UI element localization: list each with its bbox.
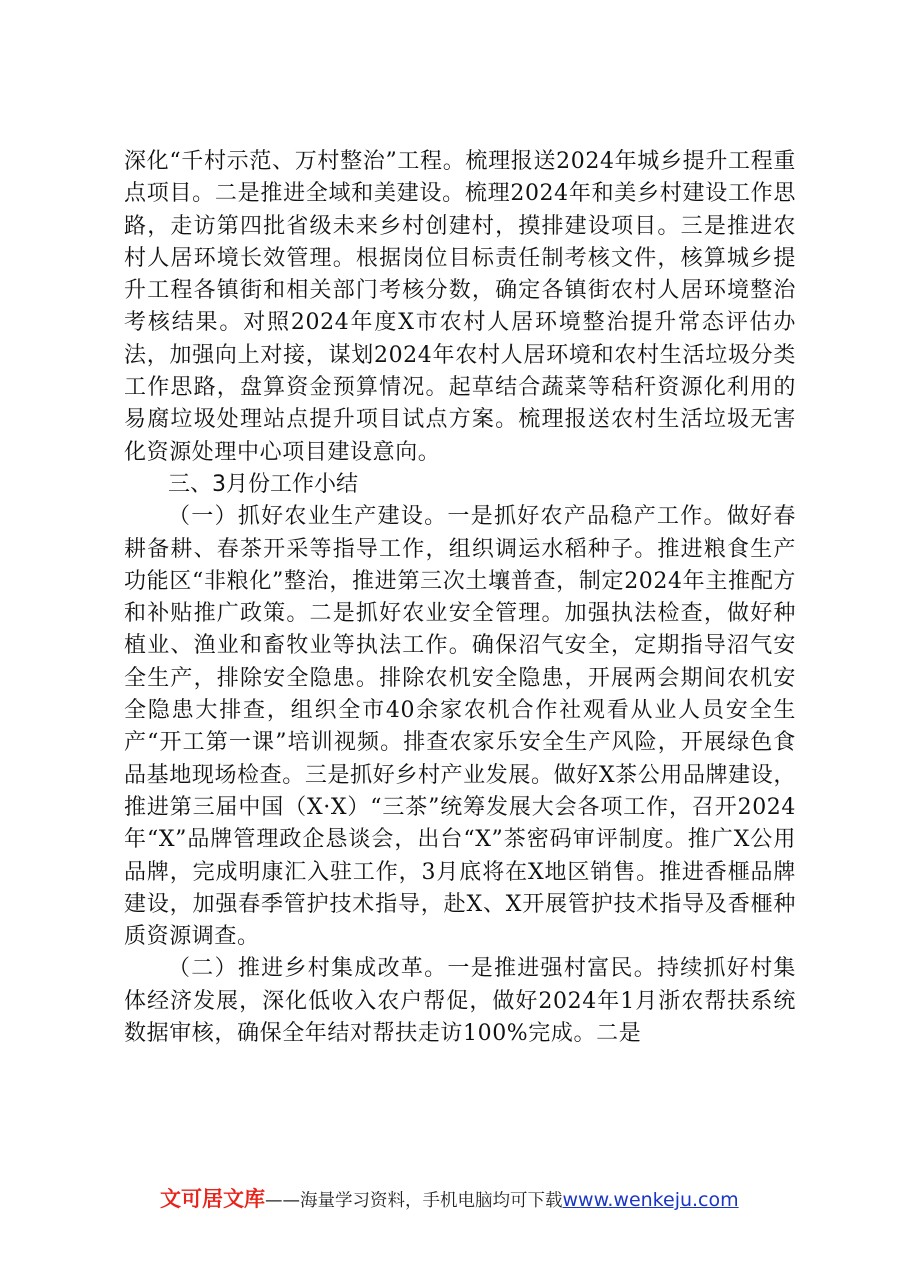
footer-link[interactable]: www.wenkeju.com [562, 1189, 739, 1211]
section-heading: 三、3月份工作小结 [168, 471, 358, 497]
footer-banner [160, 1183, 780, 1213]
paragraph-agriculture: （一）抓好农业生产建设。一是抓好农产品稳产工作。做好春耕备耕、春茶开采等指导工作，组织调运水稻种子。推进粮食生产功能区“非粮化”整治，推进第三次土壤普查，制定2024年主推配方和补贴推广政策。二是抓好农业安全管理。加强执法检查，做好种植业、渔业和畜牧业等执法工作。确保沼气安全，定期指导沼气安全生产，排除安全隐患。排除农机安全隐患，开展两会期间农机安全隐患大排查，组织全市40余家农机合作社观看从业人员安全生产“开工第一课”培训视频。排查农家乐安全生产风险，开展绿色食品基地现场检查。三是抓好乡村产业发展。做好X茶公用品牌建设，推进第三届中国（X·X）“三茶”统筹发展大会各项工作，召开2024年“X”品牌管理政企恳谈会，出台“X”茶密码审评制度。推广X公用品牌，完成明康汇入驻工作，3月底将在X地区销售。推进香榧品牌建设，加强春季管护技术指导，赴X、X开展管护技术指导及香榧种质资源调查。 [124, 504, 796, 950]
footer-brand: 文可居文库 [160, 1187, 265, 1211]
paragraph-reform: （二）推进乡村集成改革。一是推进强村富民。持续抓好村集体经济发展，深化低收入农户帮促，做好2024年1月浙农帮扶系统数据审核，确保全年结对帮扶走访100%完成。二是 [124, 956, 796, 1047]
document-body [124, 146, 796, 1050]
intro-paragraph: 深化“千村示范、万村整治”工程。梳理报送2024年城乡提升工程重点项目。二是推进全域和美建设。梳理2024年和美乡村建设工作思路，走访第四批省级未来乡村创建村，摸排建设项目。三是推进农村人居环境长效管理。根据岗位目标责任制考核文件，核算城乡提升工程各镇街和相关部门考核分数，确定各镇街农村人居环境整治考核结果。对照2024年度X市农村人居环境整治提升常态评估办法，加强向上对接，谋划2024年农村人居环境和农村生活垃圾分类工作思路，盘算资金预算情况。起草结合蔬菜等秸秆资源化利用的易腐垃圾处理站点提升项目试点方案。梳理报送农村生活垃圾无害化资源处理中心项目建设意向。 [124, 149, 796, 465]
footer-description: ——海量学习资料，手机电脑均可下载 [265, 1191, 563, 1211]
